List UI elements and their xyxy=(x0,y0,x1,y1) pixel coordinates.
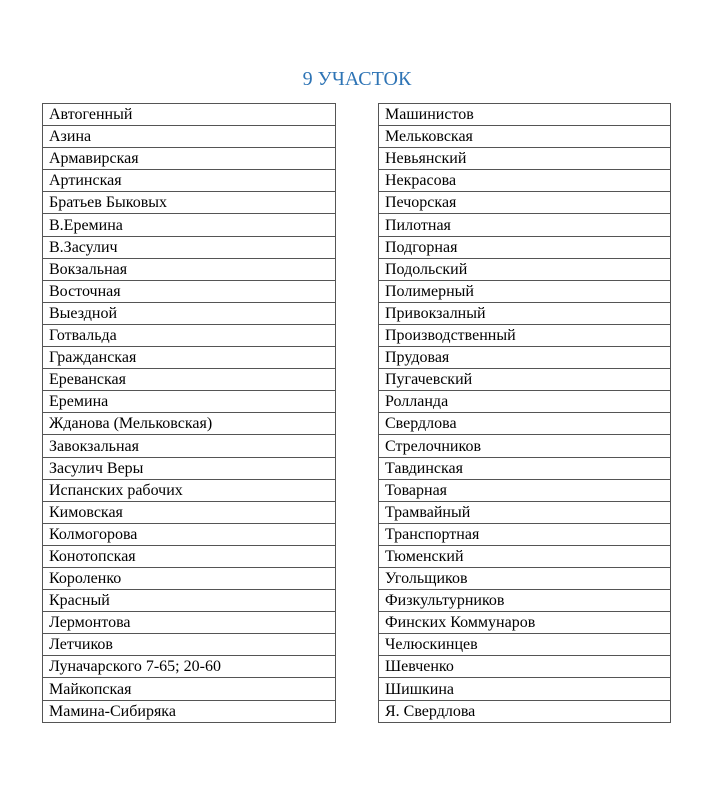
street-name-cell: Трамвайный xyxy=(379,501,671,523)
street-name-cell: Подгорная xyxy=(379,236,671,258)
table-row xyxy=(379,347,671,369)
table-row xyxy=(379,590,671,612)
street-name-cell: Еремина xyxy=(43,391,336,413)
street-name-cell: В.Еремина xyxy=(43,214,336,236)
street-name-cell: Гражданская xyxy=(43,347,336,369)
table-row xyxy=(43,612,336,634)
table-row xyxy=(43,634,336,656)
street-name-cell: Летчиков xyxy=(43,634,336,656)
street-name-cell: Финских Коммунаров xyxy=(379,612,671,634)
street-name-cell: Азина xyxy=(43,126,336,148)
street-name-cell: Автогенный xyxy=(43,104,336,126)
street-name-cell: Красный xyxy=(43,590,336,612)
table-row xyxy=(43,302,336,324)
table-row xyxy=(43,435,336,457)
street-name-cell: Физкультурников xyxy=(379,590,671,612)
street-name-cell: Товарная xyxy=(379,479,671,501)
table-row xyxy=(379,324,671,346)
table-row xyxy=(379,126,671,148)
street-name-cell: Готвальда xyxy=(43,324,336,346)
street-name-cell: Прудовая xyxy=(379,347,671,369)
street-table-right xyxy=(378,103,671,723)
street-name-cell: Кимовская xyxy=(43,501,336,523)
street-name-cell: Пугачевский xyxy=(379,369,671,391)
table-row xyxy=(43,192,336,214)
table-row xyxy=(379,700,671,722)
street-name-cell: Братьев Быковых xyxy=(43,192,336,214)
street-name-cell: Майкопская xyxy=(43,678,336,700)
street-name-cell: Армавирская xyxy=(43,148,336,170)
street-name-cell: Мельковская xyxy=(379,126,671,148)
table-row xyxy=(379,656,671,678)
street-name-cell: Тавдинская xyxy=(379,457,671,479)
street-name-cell: Ролланда xyxy=(379,391,671,413)
street-name-cell: Лермонтова xyxy=(43,612,336,634)
table-row xyxy=(43,369,336,391)
table-row xyxy=(379,678,671,700)
table-row xyxy=(379,567,671,589)
street-name-cell: Шевченко xyxy=(379,656,671,678)
table-row xyxy=(43,567,336,589)
table-row xyxy=(43,148,336,170)
table-row xyxy=(43,236,336,258)
table-row xyxy=(43,258,336,280)
table-row xyxy=(379,523,671,545)
table-row xyxy=(43,457,336,479)
street-name-cell: Выездной xyxy=(43,302,336,324)
table-row xyxy=(379,280,671,302)
table-row xyxy=(379,170,671,192)
table-row xyxy=(379,214,671,236)
table-row xyxy=(43,104,336,126)
street-name-cell: Засулич Веры xyxy=(43,457,336,479)
street-name-cell: Мамина-Сибиряка xyxy=(43,700,336,722)
table-row xyxy=(379,148,671,170)
table-row xyxy=(379,612,671,634)
table-row xyxy=(379,258,671,280)
street-name-cell: Луначарского 7-65; 20-60 xyxy=(43,656,336,678)
street-name-cell: Угольщиков xyxy=(379,567,671,589)
street-name-cell: Невьянский xyxy=(379,148,671,170)
street-name-cell: Я. Свердлова xyxy=(379,700,671,722)
street-name-cell: Артинская xyxy=(43,170,336,192)
table-row xyxy=(379,545,671,567)
street-name-cell: Печорская xyxy=(379,192,671,214)
street-name-cell: Некрасова xyxy=(379,170,671,192)
table-row xyxy=(43,413,336,435)
street-name-cell: Стрелочников xyxy=(379,435,671,457)
page-title: 9 УЧАСТОК xyxy=(302,68,412,90)
table-row xyxy=(379,634,671,656)
table-row xyxy=(379,435,671,457)
table-row xyxy=(43,479,336,501)
street-name-cell: Завокзальная xyxy=(43,435,336,457)
table-row xyxy=(379,192,671,214)
street-name-cell: Жданова (Мельковская) xyxy=(43,413,336,435)
table-row xyxy=(379,104,671,126)
table-row xyxy=(43,280,336,302)
street-name-cell: Пилотная xyxy=(379,214,671,236)
street-name-cell: Колмогорова xyxy=(43,523,336,545)
street-name-cell: Производственный xyxy=(379,324,671,346)
table-row xyxy=(43,545,336,567)
table-row xyxy=(379,501,671,523)
street-name-cell: Шишкина xyxy=(379,678,671,700)
table-row xyxy=(379,236,671,258)
street-name-cell: Свердлова xyxy=(379,413,671,435)
table-row xyxy=(379,391,671,413)
street-name-cell: Конотопская xyxy=(43,545,336,567)
table-row xyxy=(43,590,336,612)
street-name-cell: Полимерный xyxy=(379,280,671,302)
street-name-cell: Привокзалный xyxy=(379,302,671,324)
table-row xyxy=(43,501,336,523)
table-row xyxy=(379,457,671,479)
street-name-cell: Тюменский xyxy=(379,545,671,567)
street-name-cell: Машинистов xyxy=(379,104,671,126)
table-row xyxy=(43,126,336,148)
table-row xyxy=(43,214,336,236)
street-name-cell: Транспортная xyxy=(379,523,671,545)
table-row xyxy=(43,170,336,192)
table-row xyxy=(379,413,671,435)
table-row xyxy=(43,324,336,346)
table-row xyxy=(43,391,336,413)
table-row xyxy=(379,479,671,501)
street-name-cell: Вокзальная xyxy=(43,258,336,280)
table-row xyxy=(43,347,336,369)
table-row xyxy=(43,656,336,678)
table-row xyxy=(379,302,671,324)
table-row xyxy=(43,678,336,700)
street-name-cell: Ереванская xyxy=(43,369,336,391)
table-row xyxy=(379,369,671,391)
street-name-cell: В.Засулич xyxy=(43,236,336,258)
street-table-left xyxy=(42,103,336,723)
street-name-cell: Подольский xyxy=(379,258,671,280)
table-row xyxy=(43,700,336,722)
street-name-cell: Челюскинцев xyxy=(379,634,671,656)
street-name-cell: Испанских рабочих xyxy=(43,479,336,501)
table-row xyxy=(43,523,336,545)
street-name-cell: Короленко xyxy=(43,567,336,589)
street-name-cell: Восточная xyxy=(43,280,336,302)
